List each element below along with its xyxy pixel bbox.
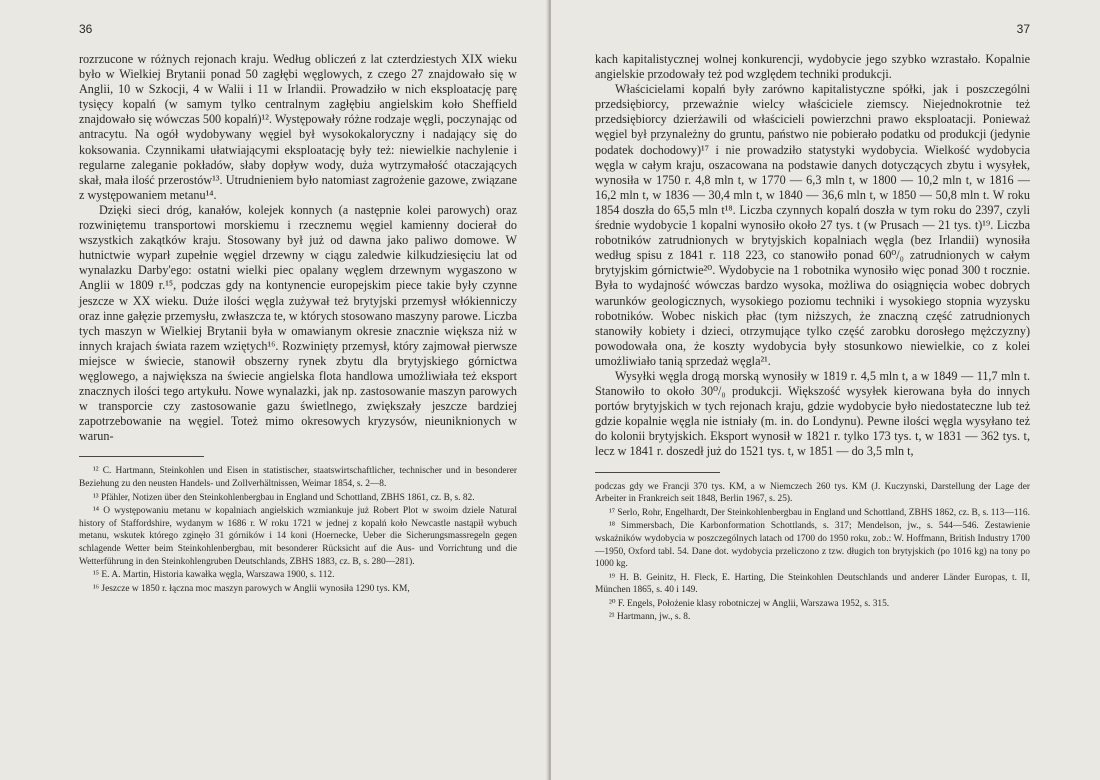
paragraph: Właścicielami kopalń były zarówno kapitalistyczne spółki, jak i poszczególni przedsiębiorcy, przeważnie wielcy właściciele ziemscy. Niejednokrotnie też przedsiębiorcy dzierżawili od właścicieli powierzchni prawo eksploatacji. Ponieważ węgiel był przynależny do gruntu, państwo nie pobierało podatku od produkcji (jedynie podatek dochodowy)¹⁷ i nie prowadziło statystyki wydobycia. Wielkość wydobycia węgla w całym kraju, oszacowana na podstawie danych dotyczących zbytu i wysyłek, wynosiła w 1750 r. 4,8 mln t, w 1770 — 6,3 mln t, w 1800 — 10,2 mln t, w 1816 — 16,2 mln t, w 1836 — 30,4 mln t, w 1840 — 36,6 mln t, w 1850 — 50,8 mln t. W roku 1854 doszła do 65,5 mln t¹⁸. Liczba czynnych kopalń doszła w tym roku do 2397, czyli średnie wydobycie 1 kopalni wynosiło około 27 tys. t (w Prusach — 21 tys. t)¹⁹. Liczba robotników zatrudnionych w brytyjskich kopalniach węgla (bez Irlandii) wynosiła według spisu z 1841 r. 118 223, co stanowiło ponad 60⁰/₀ zatrudnionych w całym brytyjskim górnictwie²⁰. Wydobycie na 1 robotnika wynosiło więc ponad 300 t rocznie. Była to wydajność wówczas bardzo wysoka, możliwa do osiągnięcia wobec dobrych warunków geologicznych, wysokiego poziomu techniki i wysokiego stopnia wyzysku robotników. Wobec niskich płac (tym niższych, że znaczną część zatrudnionych stanowiły kobiety i dzieci, otrzymujące tylko część zarobku dorosłego mężczyzny) powodowała ona, że koszty wydobycia były stosunkowo niewielkie, co z kolei umożliwiało tanią sprzedaż węgla²¹. xyxy=(595,82,1030,368)
footnotes xyxy=(595,481,1030,625)
footnote: ¹² C. Hartmann, Steinkohlen und Eisen in statistischer, staatswirtschaftlicher, technischer und in besonderer Beziehung zu den neusten Handels- und Zollverhältnissen, Weimar 1854, s. 2—8. xyxy=(79,466,517,490)
footnote-separator xyxy=(595,472,720,473)
page-number: 36 xyxy=(79,22,93,36)
footnote: ¹⁸ Simmersbach, Die Karbonformation Schottlands, s. 317; Mendelson, jw., s. 544—546. Zestawienie wskaźników wydobycia w poszczególnych latach od 1700 do 1950 roku, zob.: W. Hoffmann, British Industry 1700—1950, Oxford tabl. 54. Dane dot. wydobycia przeliczono z tzw. długich ton brytyjskich (po 1016 kg) na tony po 1000 kg. xyxy=(595,521,1030,570)
paragraph: Dzięki sieci dróg, kanałów, kolejek konnych (a następnie kolei parowych) oraz rozwiniętemu transportowi morskiemu i rzecznemu węgiel kamienny docierał do wszystkich zakątków kraju. Stosowany był już od dawna jako paliwo domowe. W hutnictwie wyparł zupełnie węgiel drzewny w ciągu zaledwie kilkudziesięciu lat od wynalazku Darby'ego: ostatni wielki piec opalany węglem drzewnym wygaszono w Anglii w 1809 r.¹⁵, podczas gdy na kontynencie europejskim piece takie były czynne jeszcze w XX wieku. Duże ilości węgla zużywał też brytyjski przemysł włókienniczy oraz inne gałęzie przemysłu, zwłaszcza te, w których stosowano maszyny parowe. Liczba tych maszyn w Wielkiej Brytanii była w omawianym okresie znacznie większa niż w innych krajach świata razem wziętych¹⁶. Rozwinięty przemysł, który zajmował pierwsze miejsce w świecie, stanowił obszerny rynek zbytu dla brytyjskiego górnictwa węglowego, a największa na świecie angielska flota handlowa umożliwiała też eksport znacznych ilości tego artykułu. Nowe wynalazki, jak np. zastosowanie maszyn parowych w transporcie czy zastosowanie gazu świetlnego, zwiększały jeszcze bardziej zapotrzebowanie na węgiel. Toteż mimo okresowych kryzysów, nieuniknionych w warun- xyxy=(79,202,517,444)
footnote: ¹⁵ E. A. Martin, Historia kawałka węgla, Warszawa 1900, s. 112. xyxy=(93,570,335,581)
footnote: podczas gdy we Francji 370 tys. KM, a w Niemczech 260 tys. KM (J. Kuczynski, Darstellung der Lage der Arbeiter in Frankreich seit 1848, Berlin 1967, s. 25). xyxy=(595,481,1030,505)
paragraph: kach kapitalistycznej wolnej konkurencji, wydobycie jego szybko wzrastało. Kopalnie angielskie przodowały też pod względem techniki produkcji. xyxy=(595,52,1030,82)
left-page xyxy=(0,0,549,780)
footnotes xyxy=(79,465,517,595)
footnote: ²⁰ F. Engels, Położenie klasy robotniczej w Anglii, Warszawa 1952, s. 315. xyxy=(609,598,890,609)
footnote-separator xyxy=(79,456,204,457)
page-number: 37 xyxy=(1016,22,1030,36)
main-text xyxy=(79,52,517,444)
footnote: ²¹ Hartmann, jw., s. 8. xyxy=(609,612,691,623)
footnote: ¹⁹ H. B. Geinitz, H. Fleck, E. Harting, Die Steinkohlen Deutschlands und anderer Länder Europas, t. II, München 1865, s. 40 i 149. xyxy=(595,572,1030,596)
footnote: ¹⁴ O występowaniu metanu w kopalniach angielskich wzmiankuje już Robert Plot w swoim dziele Natural history of Staffordshire, wydanym w 1686 r. W roku 1721 w jednej z kopalń koło Newcastle nastąpił wybuch metanu, wskutek którego zginęło 31 górników i 14 koni (Hoernecke, Ueber die Sicherungsmassregeln gegen schlagende Wetter beim Steinkohlenbergbau, mit besonderer Rücksicht auf die Aus- und Vorrichtung und die Wetterführung in den Steinkohlengruben Deutschlands, ZBHS 1883, cz. B, s. 280—281). xyxy=(79,506,517,567)
footnote: ¹⁷ Serlo, Rohr, Engelhardt, Der Steinkohlenbergbau in England und Schottland, ZBHS 1862, cz. B, s. 113—116. xyxy=(609,507,1030,518)
footnote: ¹⁶ Jeszcze w 1850 r. łączna moc maszyn parowych w Anglii wynosiła 1290 tys. KM, xyxy=(93,583,410,594)
footnote: ¹³ Pfähler, Notizen über den Steinkohlenbergbau in England und Schottland, ZBHS 1861, cz. B, s. 82. xyxy=(93,492,475,503)
main-text xyxy=(595,52,1030,460)
right-page xyxy=(551,0,1100,780)
paragraph: Wysyłki węgla drogą morską wynosiły w 1819 r. 4,5 mln t, a w 1849 — 11,7 mln t. Stanowiło to około 30⁰/₀ produkcji. Większość wysyłek kierowana była do innych portów brytyjskich w tych rejonach kraju, gdzie wydobycie było niedostateczne lub też gdzie kopalnie węgla nie istniały (m. in. do Londynu). Pewne ilości węgla wysyłano też do kolonii brytyjskich. Eksport wynosił w 1821 r. tylko 173 tys. t, w 1831 — 362 tys. t, lecz w 1841 r. doszedł już do 1521 tys. t, w 1851 — do 3,5 mln t, xyxy=(595,368,1030,459)
paragraph: rozrzucone w różnych rejonach kraju. Według obliczeń z lat czterdziestych XIX wieku było w Wielkiej Brytanii ponad 50 zagłębi węglowych, z czego 27 znajdowało się w Anglii, 10 w Szkocji, 4 w Walii i 11 w Irlandii. Prowadziło w nich eksploatację parę tysięcy kopalń (w samym tylko centralnym zagłębiu angielskim koło Sheffield znajdowało się wówczas 500 kopalń)¹². Występowały różne rodzaje węgli, poczynając od antracytu. Na ogół wydobywany węgiel był wysokokaloryczny i nadający się do koksowania. Czynnikami ułatwiającymi eksploatację były też: niewielkie nachylenie i regularne zaleganie pokładów, słaby dopływ wody, duża wytrzymałość otaczających skał, mała ilość przerostów¹³. Utrudnieniem było natomiast zagrożenie gazowe, związane z występowaniem metanu¹⁴. xyxy=(79,52,517,202)
